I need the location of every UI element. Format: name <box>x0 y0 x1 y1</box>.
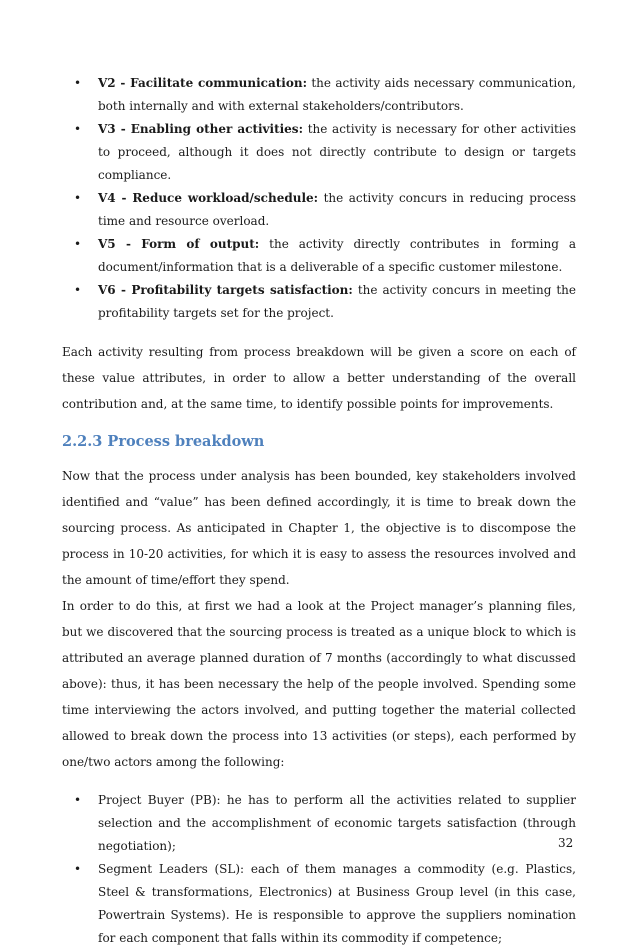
scoring-paragraph: Each activity resulting from process breakdown will be given a score on each of these value attributes, in order to allow a better understanding of the overall contribution and, at the same time, to identify possible points for improvements. <box>62 345 576 411</box>
value-attributes-list <box>62 72 576 325</box>
bullet-icon: • <box>74 191 82 205</box>
list-item <box>62 187 576 233</box>
page-number: 32 <box>558 836 574 850</box>
actors-list <box>62 789 576 950</box>
method-paragraph: In order to do this, at first we had a look at the Project manager’s planning files, but we discovered that the sourcing process is treated as a unique block to which is attributed an average planned duration of 7 months (accordingly to what discussed above): thus, it has been necessary the help of the people involved. Spending some time interviewing the actors involved, and putting together the material collected allowed to break down the process into 13 activities (or steps), each performed by one/two actors among the following: <box>62 599 576 769</box>
attribute-term: V6 - Profitability targets satisfaction: <box>98 283 353 297</box>
list-item <box>62 233 576 279</box>
attribute-text: the activity is necessary for other activities to proceed, although it does not directly contribute to design or targets compliance. <box>98 122 576 182</box>
list-item <box>62 789 576 858</box>
attribute-text: the activity concurs in meeting the profitability targets set for the project. <box>98 283 577 320</box>
bullet-icon: • <box>74 862 82 876</box>
attribute-term: V5 - Form of output: <box>98 237 260 251</box>
bullet-icon: • <box>74 237 82 251</box>
list-item <box>62 118 576 187</box>
attribute-text: the activity aids necessary communication, both internally and with external stakeholders/contributors. <box>98 76 576 113</box>
actor-text: Project Buyer (PB): he has to perform all the activities related to supplier selection and the accomplishment of economic targets satisfaction (through negotiation); <box>98 793 576 853</box>
actor-text: Segment Leaders (SL): each of them manages a commodity (e.g. Plastics, Steel & transformations, Electronics) at Business Group level (in this case, Powertrain Systems). He is responsible to approve the suppliers nomination for each component that falls within its commodity if competence; <box>98 862 576 945</box>
bullet-icon: • <box>74 793 82 807</box>
section-heading: 2.2.3 Process breakdown <box>62 433 265 450</box>
bullet-icon: • <box>74 76 82 90</box>
list-item <box>62 858 576 950</box>
bullet-icon: • <box>74 283 82 297</box>
bullet-icon: • <box>74 122 82 136</box>
attribute-text: the activity concurs in reducing process time and resource overload. <box>98 191 576 228</box>
intro-paragraph: Now that the process under analysis has been bounded, key stakeholders involved identified and “value” has been defined accordingly, it is time to break down the sourcing process. As anticipated in Chapter 1, the objective is to discompose the process in 10-20 activities, for which it is easy to assess the resources involved and the amount of time/effort they spend. <box>62 469 576 587</box>
page-content <box>62 72 576 950</box>
attribute-term: V3 - Enabling other activities: <box>98 122 303 136</box>
attribute-text: the activity directly contributes in forming a document/information that is a deliverable of a specific customer milestone. <box>98 237 577 274</box>
attribute-term: V4 - Reduce workload/schedule: <box>98 191 319 205</box>
attribute-term: V2 - Facilitate communication: <box>98 76 307 90</box>
list-item <box>62 279 576 325</box>
list-item <box>62 72 576 118</box>
